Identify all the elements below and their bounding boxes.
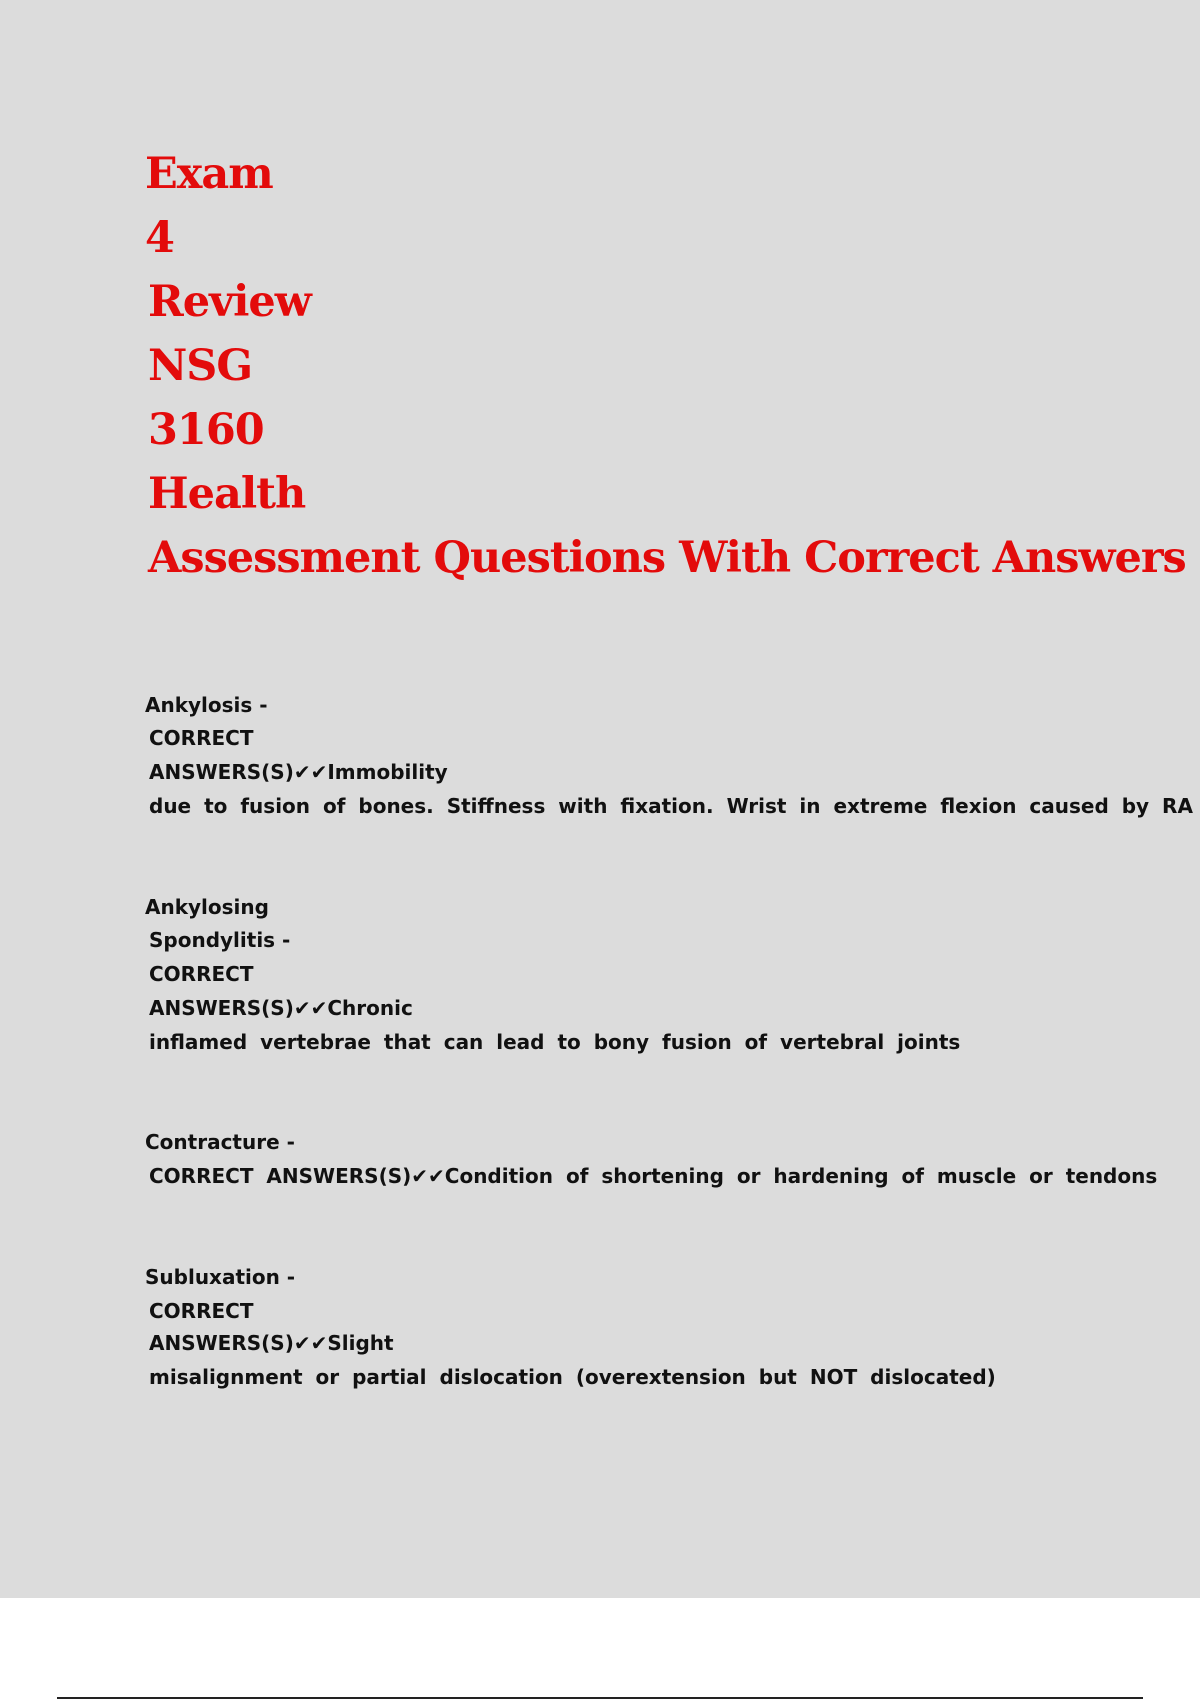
title-line-exam: Exam bbox=[145, 149, 273, 199]
entry-answer-line: ANSWERS(S)✔✔Slight bbox=[149, 1331, 394, 1355]
entry-term-contracture: Contracture - bbox=[145, 1130, 295, 1154]
footer-divider bbox=[57, 1697, 1143, 1699]
title-line-subtitle: Assessment Questions With Correct Answers bbox=[148, 533, 1186, 583]
entry-answer-line: due to fusion of bones. Stiffness with fixation. Wrist in extreme flexion caused by RA bbox=[149, 794, 1193, 818]
entry-term-ankylosing-spondylitis: Ankylosing bbox=[145, 895, 269, 919]
entry-answer-line: misalignment or partial dislocation (overextension but NOT dislocated) bbox=[149, 1365, 996, 1389]
entry-answer-line: ANSWERS(S)✔✔Immobility bbox=[149, 760, 448, 784]
entry-term-ankylosis: Ankylosis - bbox=[145, 693, 268, 717]
title-line-review: Review bbox=[148, 277, 311, 327]
entry-answer-line: Spondylitis - bbox=[149, 928, 291, 952]
title-line-course-number: 3160 bbox=[148, 405, 264, 455]
title-line-nsg: NSG bbox=[148, 341, 253, 391]
title-line-number: 4 bbox=[145, 213, 174, 263]
entry-term-subluxation: Subluxation - bbox=[145, 1265, 296, 1289]
entry-answer-line: CORRECT bbox=[149, 962, 254, 986]
entry-answer-line: CORRECT bbox=[149, 726, 254, 750]
entry-answer-line: ANSWERS(S)✔✔Chronic bbox=[149, 996, 413, 1020]
entry-answer-line: CORRECT ANSWERS(S)✔✔Condition of shortening or hardening of muscle or tendons bbox=[149, 1164, 1158, 1188]
title-line-health: Health bbox=[148, 469, 306, 519]
entry-answer-line: inflamed vertebrae that can lead to bony fusion of vertebral joints bbox=[149, 1030, 961, 1054]
entry-answer-line: CORRECT bbox=[149, 1299, 254, 1323]
